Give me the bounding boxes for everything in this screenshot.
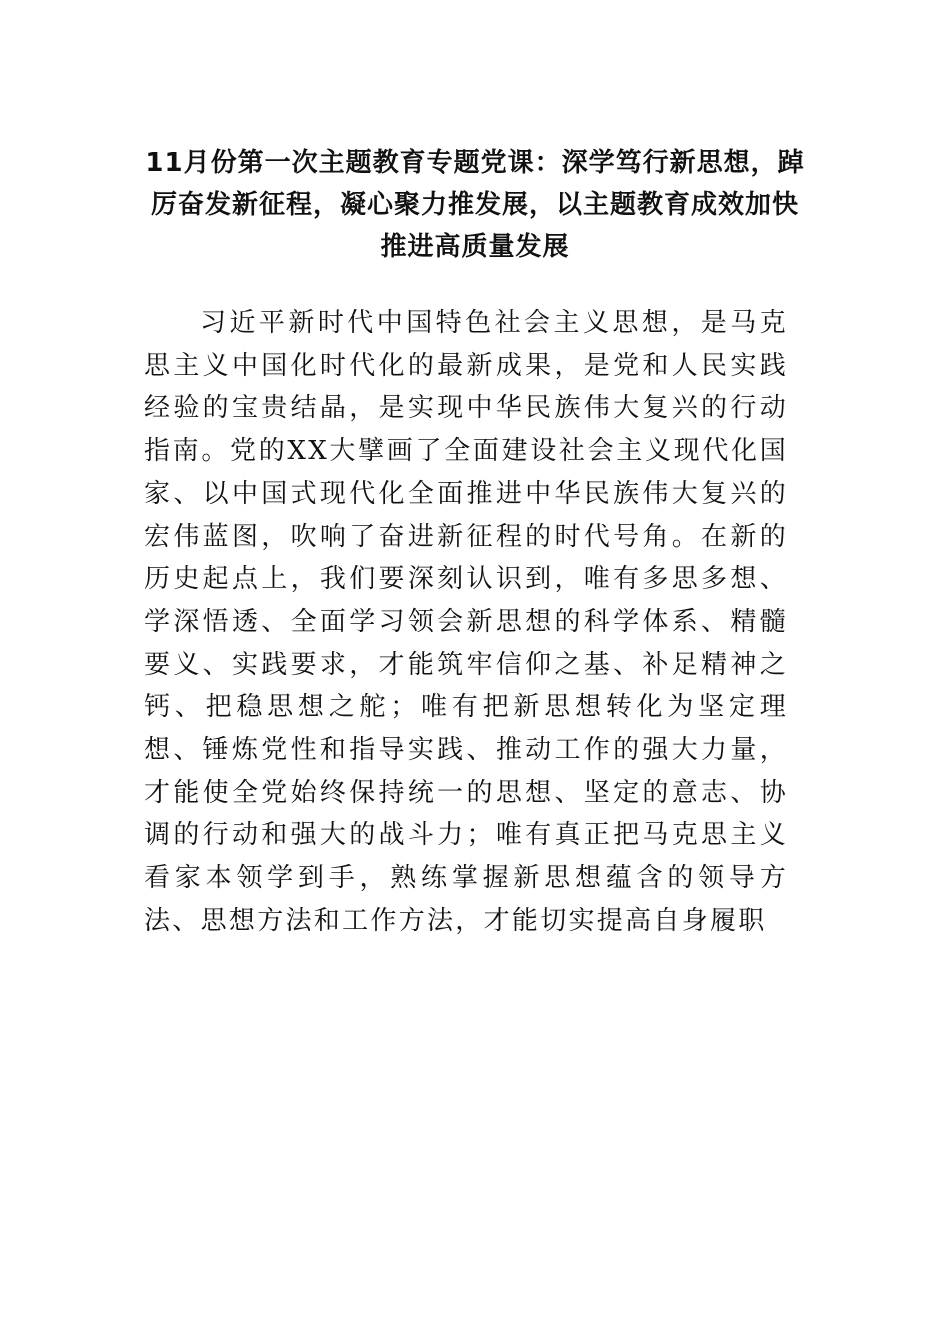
document-title: 11月份第一次主题教育专题党课：深学笃行新思想，踔厉奋发新征程，凝心聚力推发展，以主题教育成效加快推进高质量发展 [145, 148, 805, 262]
body-paragraph: 习近平新时代中国特色社会主义思想，是马克思主义中国化时代化的最新成果，是党和人民实践经验的宝贵结晶，是实现中华民族伟大复兴的行动指南。党的XX大擘画了全面建设社会主义现代化国家、以中国式现代化全面推进中华民族伟大复兴的宏伟蓝图，吹响了奋进新征程的时代号角。在新的历史起点上，我们要深刻认识到，唯有多思多想、学深悟透、全面学习领会新思想的科学体系、精髓要义、实践要求，才能筑牢信仰之基、补足精神之钙、把稳思想之舵；唯有把新思想转化为坚定理想、锤炼党性和指导实践、推动工作的强大力量，才能使全党始终保持统一的思想、坚定的意志、协调的行动和强大的战斗力；唯有真正把马克思主义看家本领学到手，熟练掌握新思想蕴含的领导方法、思想方法和工作方法，才能切实提高自身履职 [144, 308, 788, 936]
